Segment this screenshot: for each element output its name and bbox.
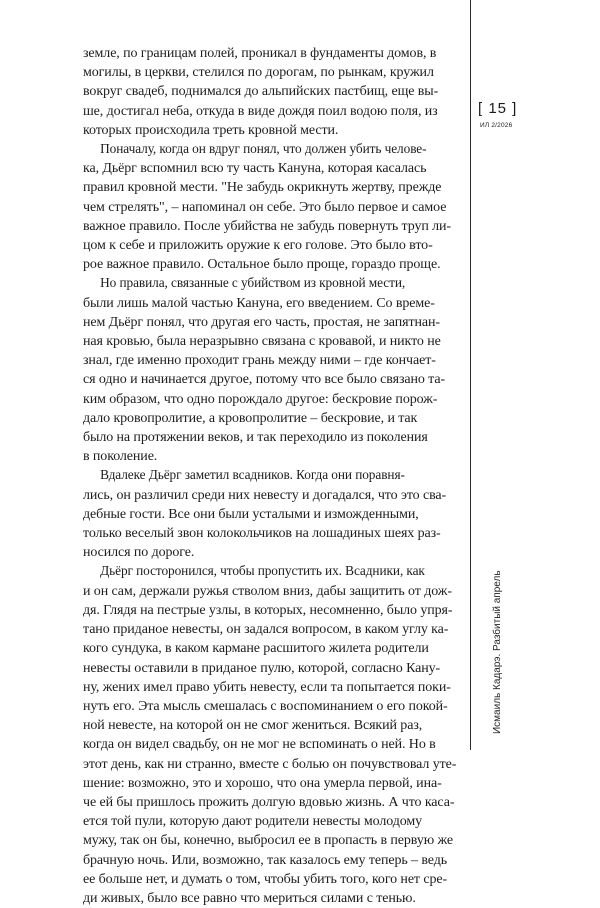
text-line: шение: возможно, это и хорошо, что она умерла первой, ина- — [83, 775, 442, 791]
text-line: ди живых, было все равно что мериться силами с тенью. — [83, 890, 416, 906]
body-text — [83, 44, 462, 908]
text-line: могилы, в церкви, стелился по дорогам, по рынкам, кружил — [83, 65, 434, 81]
text-line: и он сам, держали ружья стволом вниз, дабы защитить от дож- — [83, 583, 452, 599]
text-line: важное правило. После убийства не забудь повернуть труп ли- — [83, 218, 451, 234]
text-line: этот день, как ни странно, вместе с болью он почувствовал уте- — [83, 756, 457, 772]
text-line: лись, он различил среди них невесту и догадался, что это сва- — [83, 487, 447, 503]
paragraph — [83, 562, 462, 908]
text-line: нем Дьёрг понял, что другая его часть, простая, не запятнан- — [83, 314, 440, 330]
text-line: ка, Дьёрг вспомнил всю ту часть Кануна, которая касалась — [83, 161, 427, 177]
text-line: тано приданое невесты, он задался вопросом, в каком углу ка- — [83, 622, 449, 638]
text-line: вокруг свадеб, поднимался до альпийских пастбищ, еще вы- — [83, 84, 439, 100]
text-line: в поколение. — [83, 449, 158, 465]
issue-code: ИЛ 2/2026 — [480, 122, 513, 129]
text-line: ная кровью, была неразрывно связана с кровавой, и никто не — [83, 334, 441, 350]
text-line: Дьёрг посторонился, чтобы пропустить их. Всадники, как — [100, 564, 425, 580]
text-line: ше, достигал неба, откуда в виде дождя поил водою поля, из — [83, 103, 438, 119]
text-line: земле, по границам полей, проникал в фундаменты домов, в — [83, 46, 437, 61]
text-line: дало кровопролитие, а кровопролитие – бескровие, и так — [83, 410, 418, 426]
text-line: были лишь малой частью Кануна, его введением. Со време- — [83, 295, 435, 311]
text-line: Поначалу, когда он вдруг понял, что должен убить челове- — [100, 142, 427, 158]
text-line: мужу, так он бы, конечно, выбросил ее в пропасть в первую же — [83, 833, 453, 849]
page-number: [ 15 ] — [478, 100, 518, 117]
text-line: ее больше нет, и думать о том, чтобы убить того, кого нет сре- — [83, 871, 448, 887]
text-line: когда он видел свадьбу, он не мог не вспоминать о ней. Но в — [83, 737, 436, 753]
text-line: ной невесте, на которой он не смог жениться. Всякий раз, — [83, 718, 423, 734]
text-line: нуть его. Эта мысль смешалась с воспоминанием о его покой- — [83, 698, 448, 714]
text-line: цом к себе и приложить оружие к его голове. Это было вто- — [83, 238, 433, 254]
text-line: ким образом, что одно порождало другое: бескровие порож- — [83, 391, 438, 407]
text-line: кого сундука, в каком кармане расшитого жилета родители — [83, 641, 429, 657]
text-line: рое важное правило. Остальное было проще, гораздо проще. — [83, 257, 441, 273]
text-line: ну, жених имел право убить невесту, если та попытается поки- — [83, 679, 451, 695]
text-line: носился по дороге. — [83, 545, 195, 561]
running-title: Исмаиль Кадарэ. Разбитый апрель — [492, 570, 503, 734]
paragraph — [83, 466, 462, 562]
text-line: было на протяжении веков, и так переходило из поколения — [83, 430, 428, 446]
text-line: дя. Глядя на пестрые узлы, в которых, несомненно, было упря- — [83, 602, 453, 618]
paragraph — [83, 274, 462, 466]
text-line: брачную ночь. Или, возможно, так казалось ему теперь – ведь — [83, 852, 448, 868]
text-line: ется той пули, которую дают родители невесты молодому — [83, 814, 423, 830]
text-line: чем стрелять", – напоминал он себе. Это было первое и самое — [83, 199, 447, 215]
text-line: Вдалеке Дьёрг заметил всадников. Когда они поравня- — [100, 468, 405, 484]
text-line: Но правила, связанные с убийством из кровной мести, — [100, 276, 406, 292]
text-line: че ей бы пришлось прожить долгую вдовью жизнь. А что каса- — [83, 794, 455, 810]
text-line: знал, где именно проходит грань между ними – где кончает- — [83, 353, 436, 369]
margin-rule — [470, 0, 471, 750]
text-line: правил кровной мести. "Не забудь окрикнуть жертву, прежде — [83, 180, 442, 196]
text-line: ся одно и начинается другое, потому что все было связано та- — [83, 372, 446, 388]
text-line: которых происходила треть кровной мести. — [83, 122, 339, 138]
text-line: невесты оставили в приданое пулю, которой, согласно Кану- — [83, 660, 441, 676]
text-line: только веселый звон колокольчиков на лошадиных шеях раз- — [83, 526, 441, 542]
paragraph — [83, 44, 462, 140]
text-line: дебные гости. Все они были усталыми и изможденными, — [83, 506, 419, 522]
paragraph — [83, 140, 462, 274]
